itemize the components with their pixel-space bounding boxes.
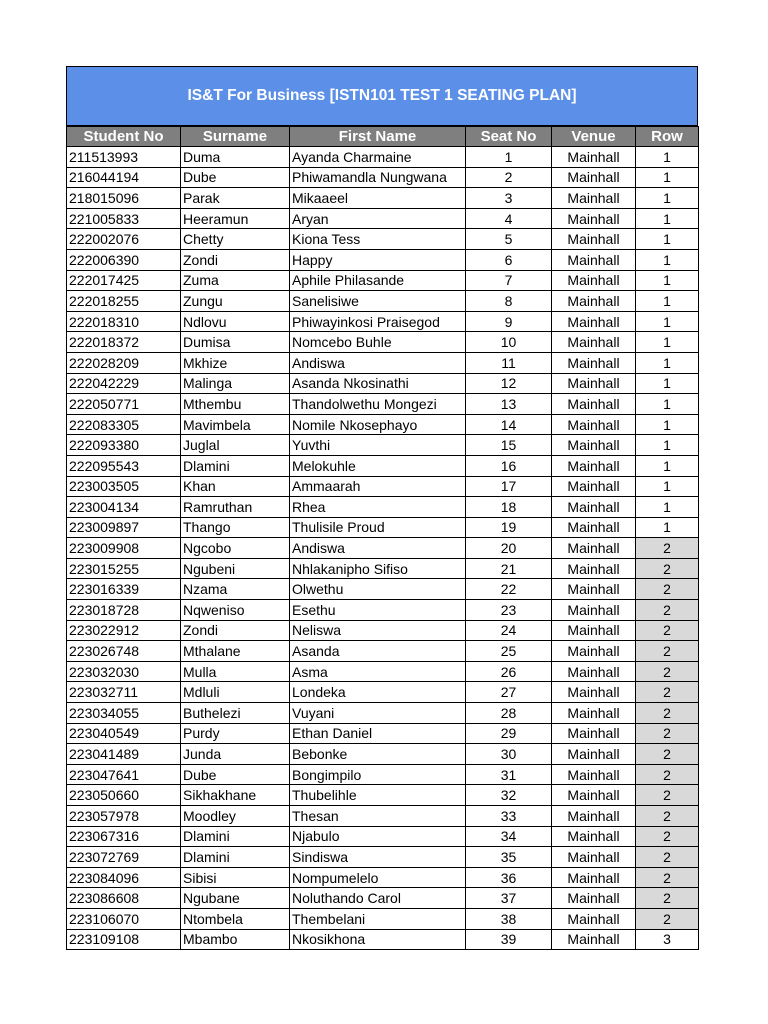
row-cell: 2 [636, 785, 699, 806]
table-row [67, 703, 699, 724]
venue-cell: Mainhall [552, 661, 636, 682]
venue-cell: Mainhall [552, 414, 636, 435]
surname-cell: Nzama [181, 579, 290, 600]
table-row [67, 208, 699, 229]
student-no-cell: 222018255 [67, 291, 181, 312]
student-no-cell: 223109108 [67, 929, 181, 950]
table-row [67, 806, 699, 827]
sheet-title-banner [66, 66, 698, 126]
first-name-cell: Thulisile Proud [290, 517, 466, 538]
student-no-cell: 223018728 [67, 600, 181, 621]
row-cell: 1 [636, 414, 699, 435]
venue-cell: Mainhall [552, 785, 636, 806]
table-row [67, 641, 699, 662]
table-row [67, 600, 699, 621]
surname-cell: Dlamini [181, 826, 290, 847]
table-row [67, 188, 699, 209]
surname-cell: Mbambo [181, 929, 290, 950]
seat-no-cell: 13 [466, 394, 552, 415]
row-cell: 2 [636, 908, 699, 929]
table-row [67, 888, 699, 909]
header-surname: Surname [181, 127, 290, 147]
venue-cell: Mainhall [552, 249, 636, 270]
venue-cell: Mainhall [552, 394, 636, 415]
surname-cell: Dube [181, 764, 290, 785]
seat-no-cell: 9 [466, 311, 552, 332]
venue-cell: Mainhall [552, 167, 636, 188]
surname-cell: Juglal [181, 435, 290, 456]
first-name-cell: Melokuhle [290, 455, 466, 476]
venue-cell: Mainhall [552, 641, 636, 662]
surname-cell: Sibisi [181, 867, 290, 888]
first-name-cell: Thesan [290, 806, 466, 827]
student-no-cell: 222042229 [67, 373, 181, 394]
first-name-cell: Noluthando Carol [290, 888, 466, 909]
first-name-cell: Njabulo [290, 826, 466, 847]
surname-cell: Buthelezi [181, 703, 290, 724]
venue-cell: Mainhall [552, 600, 636, 621]
student-no-cell: 222018310 [67, 311, 181, 332]
first-name-cell: Bebonke [290, 744, 466, 765]
row-cell: 2 [636, 744, 699, 765]
seat-no-cell: 36 [466, 867, 552, 888]
venue-cell: Mainhall [552, 620, 636, 641]
seat-no-cell: 25 [466, 641, 552, 662]
row-cell: 2 [636, 703, 699, 724]
surname-cell: Thango [181, 517, 290, 538]
seat-no-cell: 37 [466, 888, 552, 909]
row-cell: 2 [636, 888, 699, 909]
venue-cell: Mainhall [552, 476, 636, 497]
first-name-cell: Happy [290, 249, 466, 270]
venue-cell: Mainhall [552, 723, 636, 744]
surname-cell: Mthembu [181, 394, 290, 415]
venue-cell: Mainhall [552, 229, 636, 250]
seat-no-cell: 29 [466, 723, 552, 744]
first-name-cell: Aryan [290, 208, 466, 229]
table-row [67, 620, 699, 641]
row-cell: 1 [636, 332, 699, 353]
first-name-cell: Rhea [290, 497, 466, 518]
seat-no-cell: 27 [466, 682, 552, 703]
table-row [67, 908, 699, 929]
student-no-cell: 222095543 [67, 455, 181, 476]
first-name-cell: Ayanda Charmaine [290, 147, 466, 168]
surname-cell: Heeramun [181, 208, 290, 229]
student-no-cell: 216044194 [67, 167, 181, 188]
seat-no-cell: 11 [466, 352, 552, 373]
table-row [67, 867, 699, 888]
row-cell: 2 [636, 600, 699, 621]
student-no-cell: 223032711 [67, 682, 181, 703]
surname-cell: Chetty [181, 229, 290, 250]
first-name-cell: Yuvthi [290, 435, 466, 456]
seat-no-cell: 7 [466, 270, 552, 291]
first-name-cell: Londeka [290, 682, 466, 703]
first-name-cell: Sanelisiwe [290, 291, 466, 312]
table-row [67, 538, 699, 559]
header-student-no: Student No [67, 127, 181, 147]
surname-cell: Purdy [181, 723, 290, 744]
header-venue: Venue [552, 127, 636, 147]
venue-cell: Mainhall [552, 867, 636, 888]
row-cell: 1 [636, 270, 699, 291]
table-row [67, 311, 699, 332]
surname-cell: Ngubane [181, 888, 290, 909]
table-row [67, 826, 699, 847]
seat-no-cell: 34 [466, 826, 552, 847]
seat-no-cell: 21 [466, 558, 552, 579]
row-cell: 1 [636, 208, 699, 229]
first-name-cell: Esethu [290, 600, 466, 621]
seat-no-cell: 28 [466, 703, 552, 724]
venue-cell: Mainhall [552, 208, 636, 229]
row-cell: 2 [636, 579, 699, 600]
venue-cell: Mainhall [552, 929, 636, 950]
venue-cell: Mainhall [552, 352, 636, 373]
row-cell: 1 [636, 229, 699, 250]
seat-no-cell: 22 [466, 579, 552, 600]
seat-no-cell: 35 [466, 847, 552, 868]
surname-cell: Dumisa [181, 332, 290, 353]
row-cell: 1 [636, 352, 699, 373]
surname-cell: Duma [181, 147, 290, 168]
student-no-cell: 223050660 [67, 785, 181, 806]
first-name-cell: Asanda Nkosinathi [290, 373, 466, 394]
student-no-cell: 223015255 [67, 558, 181, 579]
seat-no-cell: 10 [466, 332, 552, 353]
seat-no-cell: 14 [466, 414, 552, 435]
venue-cell: Mainhall [552, 764, 636, 785]
seat-no-cell: 4 [466, 208, 552, 229]
row-cell: 2 [636, 682, 699, 703]
seat-no-cell: 26 [466, 661, 552, 682]
surname-cell: Dlamini [181, 455, 290, 476]
table-row [67, 352, 699, 373]
seat-no-cell: 8 [466, 291, 552, 312]
seat-no-cell: 3 [466, 188, 552, 209]
venue-cell: Mainhall [552, 497, 636, 518]
surname-cell: Ntombela [181, 908, 290, 929]
surname-cell: Ngubeni [181, 558, 290, 579]
first-name-cell: Nomcebo Buhle [290, 332, 466, 353]
surname-cell: Zungu [181, 291, 290, 312]
row-cell: 1 [636, 435, 699, 456]
first-name-cell: Phiwayinkosi Praisegod [290, 311, 466, 332]
student-no-cell: 222093380 [67, 435, 181, 456]
seat-no-cell: 1 [466, 147, 552, 168]
table-header-row [67, 127, 699, 147]
seat-no-cell: 39 [466, 929, 552, 950]
student-no-cell: 222017425 [67, 270, 181, 291]
surname-cell: Ramruthan [181, 497, 290, 518]
venue-cell: Mainhall [552, 744, 636, 765]
seat-no-cell: 2 [466, 167, 552, 188]
row-cell: 2 [636, 826, 699, 847]
venue-cell: Mainhall [552, 908, 636, 929]
student-no-cell: 222006390 [67, 249, 181, 270]
first-name-cell: Ethan Daniel [290, 723, 466, 744]
row-cell: 1 [636, 147, 699, 168]
venue-cell: Mainhall [552, 888, 636, 909]
student-no-cell: 223067316 [67, 826, 181, 847]
table-row [67, 764, 699, 785]
student-no-cell: 222050771 [67, 394, 181, 415]
venue-cell: Mainhall [552, 538, 636, 559]
surname-cell: Zuma [181, 270, 290, 291]
table-row [67, 373, 699, 394]
surname-cell: Mkhize [181, 352, 290, 373]
student-no-cell: 223003505 [67, 476, 181, 497]
first-name-cell: Kiona Tess [290, 229, 466, 250]
student-no-cell: 223047641 [67, 764, 181, 785]
surname-cell: Sikhakhane [181, 785, 290, 806]
row-cell: 2 [636, 641, 699, 662]
seat-no-cell: 15 [466, 435, 552, 456]
student-no-cell: 223022912 [67, 620, 181, 641]
sheet-title: IS&T For Business [ISTN101 TEST 1 SEATING PLAN] [187, 87, 577, 104]
row-cell: 1 [636, 167, 699, 188]
seat-no-cell: 24 [466, 620, 552, 641]
surname-cell: Ngcobo [181, 538, 290, 559]
venue-cell: Mainhall [552, 188, 636, 209]
row-cell: 2 [636, 847, 699, 868]
venue-cell: Mainhall [552, 332, 636, 353]
student-no-cell: 211513993 [67, 147, 181, 168]
surname-cell: Zondi [181, 620, 290, 641]
table-row [67, 414, 699, 435]
table-row [67, 497, 699, 518]
venue-cell: Mainhall [552, 455, 636, 476]
first-name-cell: Nompumelelo [290, 867, 466, 888]
first-name-cell: Neliswa [290, 620, 466, 641]
student-no-cell: 222018372 [67, 332, 181, 353]
first-name-cell: Thubelihle [290, 785, 466, 806]
first-name-cell: Mikaaeel [290, 188, 466, 209]
row-cell: 1 [636, 476, 699, 497]
venue-cell: Mainhall [552, 517, 636, 538]
student-no-cell: 223009908 [67, 538, 181, 559]
table-row [67, 167, 699, 188]
table-row [67, 661, 699, 682]
first-name-cell: Aphile Philasande [290, 270, 466, 291]
header-row: Row [636, 127, 699, 147]
first-name-cell: Thandolwethu Mongezi [290, 394, 466, 415]
seat-no-cell: 5 [466, 229, 552, 250]
venue-cell: Mainhall [552, 826, 636, 847]
first-name-cell: Olwethu [290, 579, 466, 600]
surname-cell: Mdluli [181, 682, 290, 703]
table-row [67, 332, 699, 353]
venue-cell: Mainhall [552, 373, 636, 394]
row-cell: 2 [636, 620, 699, 641]
surname-cell: Junda [181, 744, 290, 765]
surname-cell: Parak [181, 188, 290, 209]
first-name-cell: Nomile Nkosephayo [290, 414, 466, 435]
first-name-cell: Andiswa [290, 352, 466, 373]
student-no-cell: 222083305 [67, 414, 181, 435]
student-no-cell: 218015096 [67, 188, 181, 209]
table-row [67, 517, 699, 538]
student-no-cell: 221005833 [67, 208, 181, 229]
table-row [67, 249, 699, 270]
venue-cell: Mainhall [552, 147, 636, 168]
student-no-cell: 223040549 [67, 723, 181, 744]
surname-cell: Dlamini [181, 847, 290, 868]
row-cell: 1 [636, 291, 699, 312]
seat-no-cell: 18 [466, 497, 552, 518]
venue-cell: Mainhall [552, 311, 636, 332]
seat-no-cell: 6 [466, 249, 552, 270]
first-name-cell: Phiwamandla Nungwana [290, 167, 466, 188]
seating-plan-sheet [66, 66, 698, 950]
table-row [67, 847, 699, 868]
surname-cell: Nqweniso [181, 600, 290, 621]
venue-cell: Mainhall [552, 579, 636, 600]
seat-no-cell: 17 [466, 476, 552, 497]
table-row [67, 394, 699, 415]
surname-cell: Ndlovu [181, 311, 290, 332]
surname-cell: Moodley [181, 806, 290, 827]
student-no-cell: 222002076 [67, 229, 181, 250]
row-cell: 3 [636, 929, 699, 950]
student-no-cell: 223026748 [67, 641, 181, 662]
seat-no-cell: 16 [466, 455, 552, 476]
student-no-cell: 222028209 [67, 352, 181, 373]
row-cell: 2 [636, 764, 699, 785]
venue-cell: Mainhall [552, 435, 636, 456]
row-cell: 1 [636, 394, 699, 415]
seating-table [66, 126, 699, 950]
venue-cell: Mainhall [552, 703, 636, 724]
table-row [67, 682, 699, 703]
row-cell: 2 [636, 558, 699, 579]
student-no-cell: 223004134 [67, 497, 181, 518]
row-cell: 1 [636, 455, 699, 476]
surname-cell: Dube [181, 167, 290, 188]
first-name-cell: Nkosikhona [290, 929, 466, 950]
surname-cell: Malinga [181, 373, 290, 394]
table-row [67, 723, 699, 744]
seat-no-cell: 23 [466, 600, 552, 621]
row-cell: 2 [636, 661, 699, 682]
first-name-cell: Andiswa [290, 538, 466, 559]
seat-no-cell: 31 [466, 764, 552, 785]
first-name-cell: Asma [290, 661, 466, 682]
table-row [67, 270, 699, 291]
row-cell: 1 [636, 188, 699, 209]
seat-no-cell: 20 [466, 538, 552, 559]
row-cell: 2 [636, 538, 699, 559]
student-no-cell: 223057978 [67, 806, 181, 827]
venue-cell: Mainhall [552, 558, 636, 579]
student-no-cell: 223084096 [67, 867, 181, 888]
row-cell: 1 [636, 373, 699, 394]
first-name-cell: Sindiswa [290, 847, 466, 868]
venue-cell: Mainhall [552, 270, 636, 291]
table-row [67, 785, 699, 806]
row-cell: 1 [636, 497, 699, 518]
header-first-name: First Name [290, 127, 466, 147]
table-row [67, 744, 699, 765]
seat-no-cell: 30 [466, 744, 552, 765]
table-row [67, 435, 699, 456]
table-row [67, 476, 699, 497]
first-name-cell: Bongimpilo [290, 764, 466, 785]
surname-cell: Mavimbela [181, 414, 290, 435]
row-cell: 1 [636, 517, 699, 538]
student-no-cell: 223032030 [67, 661, 181, 682]
surname-cell: Khan [181, 476, 290, 497]
seat-no-cell: 19 [466, 517, 552, 538]
row-cell: 1 [636, 249, 699, 270]
student-no-cell: 223072769 [67, 847, 181, 868]
seat-no-cell: 33 [466, 806, 552, 827]
surname-cell: Mthalane [181, 641, 290, 662]
student-no-cell: 223016339 [67, 579, 181, 600]
seat-no-cell: 12 [466, 373, 552, 394]
first-name-cell: Asanda [290, 641, 466, 662]
first-name-cell: Thembelani [290, 908, 466, 929]
table-row [67, 455, 699, 476]
header-seat-no: Seat No [466, 127, 552, 147]
seat-no-cell: 38 [466, 908, 552, 929]
row-cell: 1 [636, 311, 699, 332]
venue-cell: Mainhall [552, 682, 636, 703]
student-no-cell: 223009897 [67, 517, 181, 538]
first-name-cell: Nhlakanipho Sifiso [290, 558, 466, 579]
student-no-cell: 223041489 [67, 744, 181, 765]
table-row [67, 929, 699, 950]
table-body [67, 147, 699, 950]
student-no-cell: 223106070 [67, 908, 181, 929]
venue-cell: Mainhall [552, 847, 636, 868]
first-name-cell: Vuyani [290, 703, 466, 724]
seat-no-cell: 32 [466, 785, 552, 806]
student-no-cell: 223086608 [67, 888, 181, 909]
surname-cell: Zondi [181, 249, 290, 270]
row-cell: 2 [636, 806, 699, 827]
venue-cell: Mainhall [552, 806, 636, 827]
table-row [67, 147, 699, 168]
venue-cell: Mainhall [552, 291, 636, 312]
student-no-cell: 223034055 [67, 703, 181, 724]
first-name-cell: Ammaarah [290, 476, 466, 497]
table-row [67, 558, 699, 579]
row-cell: 2 [636, 867, 699, 888]
surname-cell: Mulla [181, 661, 290, 682]
table-row [67, 291, 699, 312]
table-row [67, 229, 699, 250]
table-row [67, 579, 699, 600]
row-cell: 2 [636, 723, 699, 744]
